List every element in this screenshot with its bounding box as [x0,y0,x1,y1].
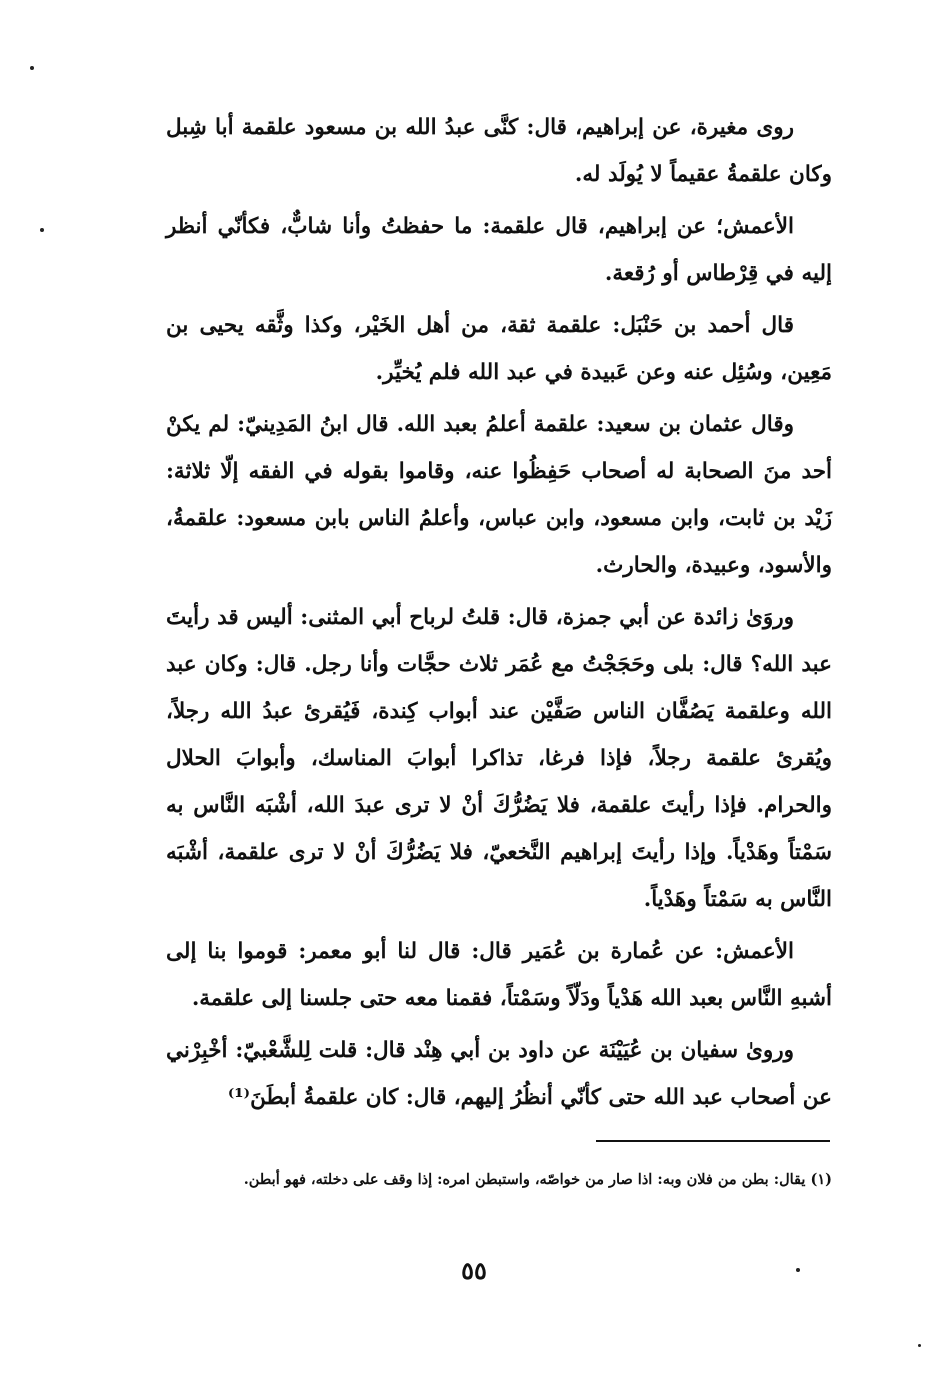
paragraph-2: الأعمش؛ عن إبراهيم، قال علقمة: ما حفظتُ وأنا شابٌّ، فكأنّي أنظر إليه في قِرْطاس أو رُقعة. [166,214,832,286]
footnote: (١) يقال: بطن من فلان وبه: اذا صار من خواصّه، واستبطن امره: إذا وقف على دخلته، فهو أبطن. [243,1171,832,1188]
footnote-divider [596,1140,830,1142]
paragraph-5: وروَىٰ زائدة عن أبي جمزة، قال: قلتُ لرباح أبي المثنى: أليس قد رأيتَ عبد الله؟ قال: بلى وحَجَجْتُ مع عُمَر ثلاث حجَّات وأنا رجل. قال: وكان عبد الله وعلقمة يَصُفَّان الناس صَفَّيْن عند أبواب كِندة، فَيُقرئ عبدُ الله رجلاً، ويُقرئ علقمة رجلاً، فإذا فرغا، تذاكرا أبوابَ المناسك، وأبوابَ الحلال والحرام. فإذا رأيتَ علقمة، فلا يَضُرُّكَ أنْ لا ترى عبدَ الله، أشْبَه النَّاس به سَمْتاً وهَدْياً. وإذا رأيتَ إبراهيم النَّخعيّ، فلا يَضُرُّكَ أنْ لا ترى علقمة، أشْبَه النَّاس به سَمْتاً وهَدْياً. [166,605,832,912]
paragraph-1: روى مغيرة، عن إبراهيم، قال: كنَّى عبدُ الله بن مسعود علقمة أبا شِبل وكان علقمةُ عقيماً لا يُولَد له. [166,115,832,187]
scan-speck [40,228,44,232]
paragraph-7: وروىٰ سفيان بن عُيَيْنَة عن داود بن أبي هِنْد قال: قلت لِلشَّعْبيّ: أخْبِرْني عن أصحاب عبد الله حتى كأنّي أنظُرُ إليهم، قال: كان علقمةُ أبطَنَ⁽¹⁾ [166,1038,832,1110]
paragraph-3: قال أحمد بن حَنْبَل: علقمة ثقة، من أهل الخَيْر، وكذا وثَّقه يحيى بن مَعِين، وسُئِل عنه وعن عَبيدة في عبد الله فلم يُخيِّر. [166,313,832,385]
paragraph-6: الأعمش: عن عُمارة بن عُمَير قال: قال لنا أبو معمر: قوموا بنا إلى أشبهِ النَّاس بعبد الله هَدْياً ودَلّاً وسَمْتاً، فقمنا معه حتى جلسنا إلى علقمة. [166,939,832,1011]
page-number: ٥٥ [461,1256,487,1285]
paragraph-4: وقال عثمان بن سعيد: علقمة أعلمُ بعبد الله. قال ابنُ المَدِينيّ: لم يكنْ أحد منَ الصحابة له أصحاب حَفِظُوا عنه، وقاموا بقوله في الفقه إلّا ثلاثة: زَيْد بن ثابت، وابن مسعود، وابن عباس، وأعلمُ الناس بابن مسعود: علقمةُ، والأسود، وعبيدة، والحارث. [166,412,832,578]
scan-speck [796,1268,800,1272]
main-text [166,104,832,1126]
scan-speck [918,1344,921,1347]
scan-speck [30,66,34,70]
